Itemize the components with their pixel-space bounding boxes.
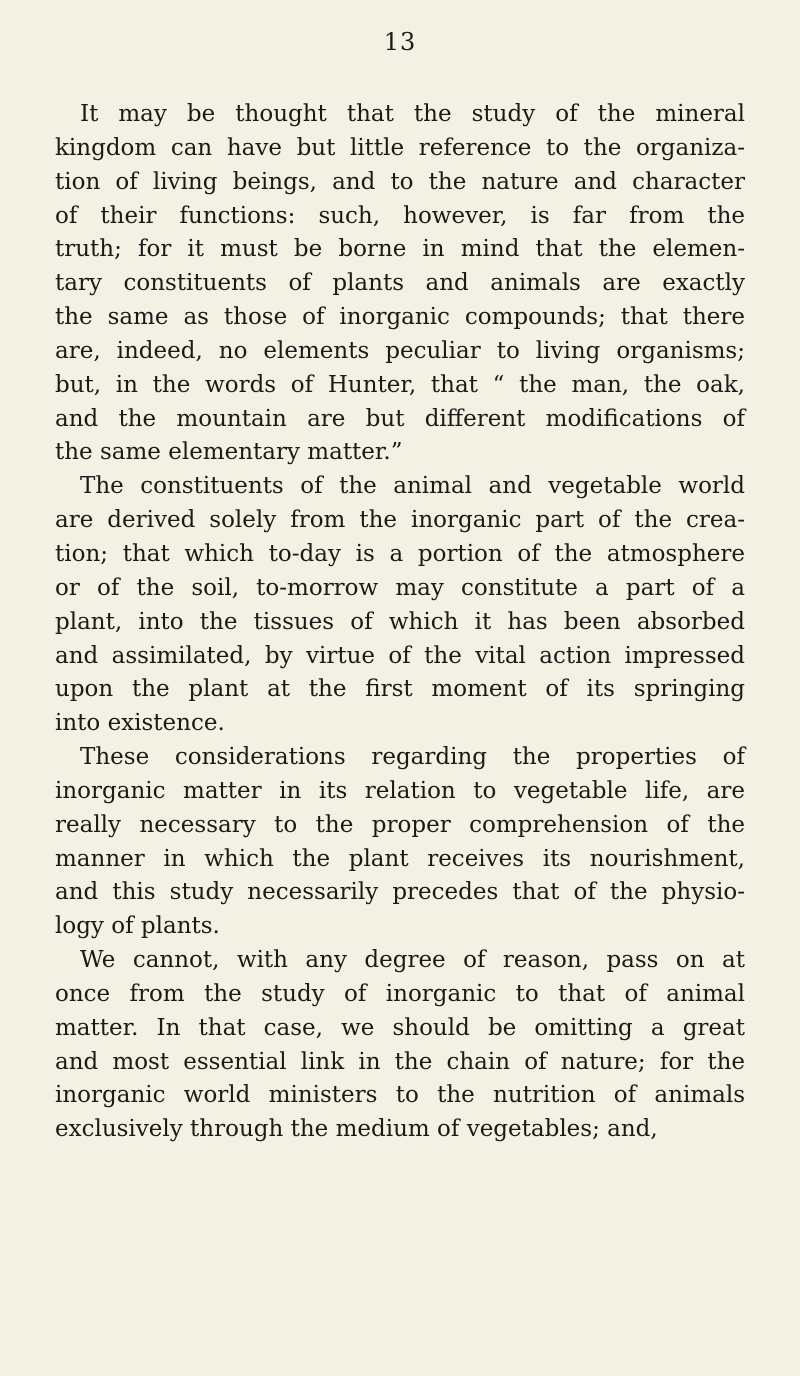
text-line: the same elementary matter.”	[55, 439, 403, 466]
text-line: into existence.	[55, 710, 225, 737]
text-line: plant, into the tissues of which it has been absorbed	[55, 608, 745, 635]
text-line: and assimilated, by virtue of the vital action impressed	[55, 642, 745, 669]
paragraph-3	[55, 741, 745, 944]
text-line: and most essential link in the chain of nature; for the	[55, 1048, 745, 1075]
text-line: These considerations regarding the properties of	[80, 744, 745, 771]
text-line: upon the plant at the first moment of its springing	[55, 676, 745, 703]
text-line: exclusively through the medium of vegetables; and,	[55, 1116, 658, 1143]
text-line: or of the soil, to-morrow may constitute a part of a	[55, 574, 745, 601]
text-line: tion of living beings, and to the nature and character	[55, 168, 745, 195]
text-line: and the mountain are but different modifications of	[55, 405, 745, 432]
text-line: The constituents of the animal and vegetable world	[80, 473, 745, 500]
text-line: inorganic world ministers to the nutrition of animals	[55, 1082, 745, 1109]
paragraph-4	[55, 944, 745, 1147]
text-line: and this study necessarily precedes that of the physio-	[55, 879, 745, 906]
text-line: matter. In that case, we should be omitting a great	[55, 1014, 745, 1041]
text-line: tary constituents of plants and animals are exactly	[55, 270, 745, 297]
paragraph-2	[55, 470, 745, 741]
text-line: We cannot, with any degree of reason, pass on at	[80, 947, 745, 974]
text-line: It may be thought that the study of the mineral	[80, 101, 745, 127]
body-text	[55, 98, 745, 1147]
page-number: 13	[383, 28, 417, 56]
paragraph-1	[55, 98, 745, 470]
text-line: of their functions: such, however, is far from the	[55, 202, 745, 229]
text-line: manner in which the plant receives its nourishment,	[55, 845, 745, 872]
text-line: are derived solely from the inorganic part of the crea-	[55, 507, 745, 534]
text-line: the same as those of inorganic compounds; that there	[55, 304, 745, 331]
text-line: once from the study of inorganic to that of animal	[55, 980, 745, 1007]
text-line: are, indeed, no elements peculiar to living organisms;	[55, 337, 745, 364]
text-line: inorganic matter in its relation to vegetable life, are	[55, 777, 745, 804]
text-line: really necessary to the proper comprehension of the	[55, 811, 745, 838]
text-line: truth; for it must be borne in mind that the elemen-	[55, 236, 745, 263]
text-line: but, in the words of Hunter, that “ the man, the oak,	[55, 371, 745, 398]
text-line: kingdom can have but little reference to the organiza-	[55, 134, 745, 161]
text-line: tion; that which to-day is a portion of the atmosphere	[55, 540, 745, 567]
text-line: logy of plants.	[55, 913, 220, 940]
